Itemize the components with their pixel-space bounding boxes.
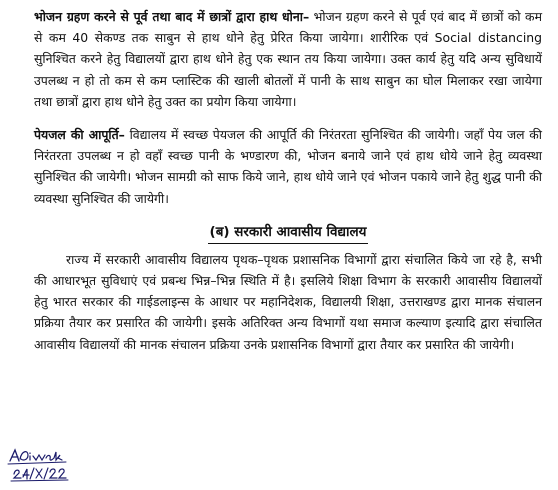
handwash-body: भोजन ग्रहण करने से पूर्व एवं बाद में छात्रों को कम से कम 40 सेकण्ड तक साबुन से हाथ धोने हेतु प्रेरित किया जायेगा। शारीरिक एवं Social distancing सुनिश्चित करने हेतु विद्यालयों द्वारा हाथ धोने हेतु एक स्थान तय किया जायेगा। उक्त कार्य हेतु यदि अन्य सुविधायें उपलब्ध न हो तो कम से कम प्लास्टिक की खाली बोतलों में पानी के साथ साबुन का घोल मिलाकर रखा जायेगा तथा छात्रों द्वारा हाथ धोने हेतु उक्त का प्रयोग किया जायेगा। — [34, 9, 542, 109]
water-supply-paragraph — [34, 124, 542, 209]
water-supply-body: विद्यालय में स्वच्छ पेयजल की आपूर्ति की निरंतरता सुनिश्चित की जायेगी। जहॉं पेय जल की निरंतरता उपलब्ध न हो वहॉं स्वच्छ पानी के भण्डारण की, भोजन बनाये जाने एवं हाथ धोये जाने हेतु व्यवस्था सुनिश्चित की जायेगी। भोजन सामग्री को साफ किये जाने, हाथ धोये जाने एवं भोजन पकाये जाने हेतु शुद्ध पानी की व्यवस्था सुनिश्चित की जायेगी। — [34, 127, 542, 206]
section-heading-wrap — [34, 221, 542, 243]
section-heading: (ब) सरकारी आवासीय विद्यालय — [208, 222, 369, 244]
handwash-paragraph — [34, 6, 542, 112]
handwash-title: भोजन ग्रहण करने से पूर्व तथा बाद में छात्रों द्वारा हाथ धोना– — [34, 9, 310, 24]
handwritten-signature — [6, 447, 72, 483]
water-supply-title: पेयजल की आपूर्ति– — [34, 127, 125, 143]
residential-school-paragraph: राज्य में सरकारी आवासीय विद्यालय पृथक–पृथक प्रशासनिक विभागों द्वारा संचालित किये जा रहे है, सभी की आधारभूत सुविधाएं एवं प्रबन्ध भिन्न–भिन्न स्थिति में है। इसलिये शिक्षा विभाग के सरकारी आवासीय विद्यालयों हेतु भारत सरकार की गाईडलाइन्स के आधार पर महानिदेशक, विद्यालयी शिक्षा, उत्तराखण्ड द्वारा मानक संचालन प्रक्रिया तैयार कर प्रसारित की जायेगी। इसके अतिरिक्त अन्य विभागों यथा समाज कल्याण इत्यादि द्वारा संचालित आवासीय विद्यालयों की मानक संचालन प्रक्रिया उनके प्रशासनिक विभागों द्वारा तैयार कर प्रसारित की जायेगी। — [34, 251, 542, 352]
